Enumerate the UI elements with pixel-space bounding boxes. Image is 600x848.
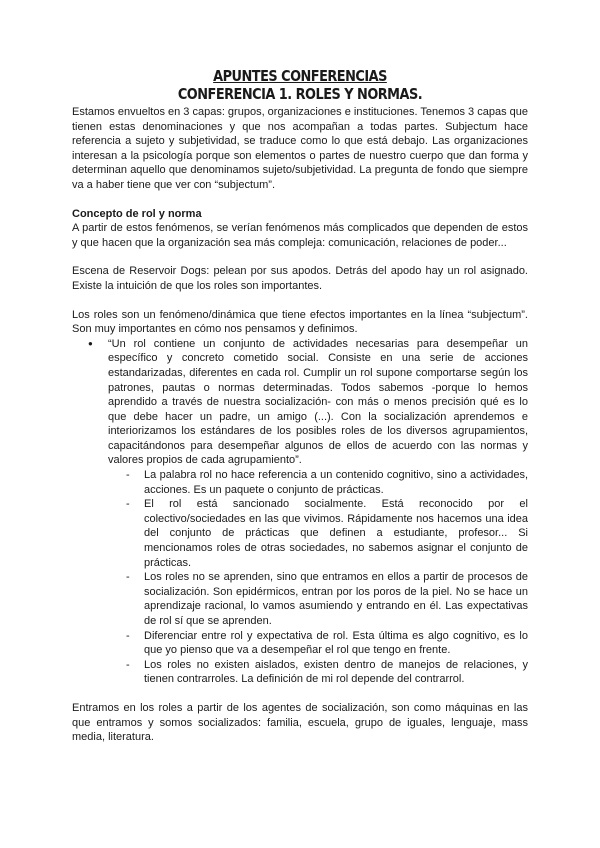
paragraph-roles: Los roles son un fenómeno/dinámica que tiene efectos importantes en la línea “subjectum”. Son muy importantes en cómo nos pensamos y definimos. xyxy=(72,308,528,336)
dash-item: - La palabra rol no hace referencia a un contenido cognitivo, sino a actividades, acciones. Es un paquete o conjunto de prácticas. xyxy=(144,468,528,497)
bullet-item-quote xyxy=(108,337,528,687)
spacer xyxy=(72,294,528,308)
dash-list xyxy=(108,468,528,687)
paragraph-phenomena: A partir de estos fenómenos, se verían fenómenos más complicados que dependen de estos y que hacen que la organización sea más compleja: comunicación, relaciones de poder... xyxy=(72,222,528,249)
quote-text: “Un rol contiene un conjunto de actividades necesarias para desempeñar un específico y concreto cometido social. Consiste en una serie de acciones estandarizadas, diferentes en cada rol. Cumplir un rol supone comportarse según los patrones, pautas o normas determinadas. Todos sabemos -porque lo hemos aprendido a través de nuestra socialización- con más o menos precisión qué es lo que debe hacer un padre, un amigo (...). Con la socialización aprendemos e interiorizamos los estándares de los posibles roles de los diversos agrupamientos, capacitándonos para desempeñar algunos de ellos de acuerdo con las normas y valores propios de cada agrupamiento”. xyxy=(108,337,528,467)
spacer xyxy=(72,687,528,701)
document-title: APUNTES CONFERENCIAS xyxy=(213,67,387,85)
paragraph-reservoir-dogs: Escena de Reservoir Dogs: pelean por sus apodos. Detrás del apodo hay un rol asignado. Existe la intuición de que los roles son importantes. xyxy=(72,265,528,292)
dash-item: - Diferenciar entre rol y expectativa de rol. Esta última es algo cognitivo, es lo que yo pienso que va a desempeñar el rol que tengo en frente. xyxy=(144,629,528,658)
dash-item: - Los roles no se aprenden, sino que entramos en ellos a partir de procesos de socialización. Son epidérmicos, entran por los poros de la piel. No se hace un aprendizaje racional, lo vamos asumiendo y entrando en él. Las expectativas de rol sí que se aprenden. xyxy=(144,570,528,628)
dash-item: - Los roles no existen aislados, existen dentro de manejos de relaciones, y tienen contrarroles. La definición de mi rol depende del contrarrol. xyxy=(144,658,528,687)
section-heading: Concepto de rol y norma xyxy=(72,207,202,220)
dash-item: - El rol está sancionado socialmente. Está reconocido por el colectivo/sociedades en las que vivimos. Rápidamente nos hacemos una idea del conjunto de prácticas que definen a estudiante, profesor... Si mencionamos roles de otras sociedades, no sabemos asignar el conjunto de prácticas. xyxy=(144,497,528,570)
bullet-list xyxy=(72,337,528,687)
closing-paragraph: Entramos en los roles a partir de los agentes de socialización, son como máquinas en las que entramos y somos socializados: familia, escuela, grupo de iguales, lenguaje, mass media, literatura. xyxy=(72,701,528,744)
document-subtitle: CONFERENCIA 1. ROLES Y NORMAS. xyxy=(177,85,423,103)
intro-paragraph: Estamos envueltos en 3 capas: grupos, organizaciones e instituciones. Tenemos 3 capas que tienen estas denominaciones y que nos acompañan a todas partes. Subjectum hace referencia a sujeto y subjetividad, se traduce como lo que está debajo. Las organizaciones interesan a la psicología porque son elementos o partes de nuestro cuerpo que dan forma y determinan aquello que denominamos sujeto/subjetividad. La pregunta de fondo que siempre va a haber tiene que ver con “subjectum”. xyxy=(72,106,528,191)
spacer xyxy=(72,250,528,264)
